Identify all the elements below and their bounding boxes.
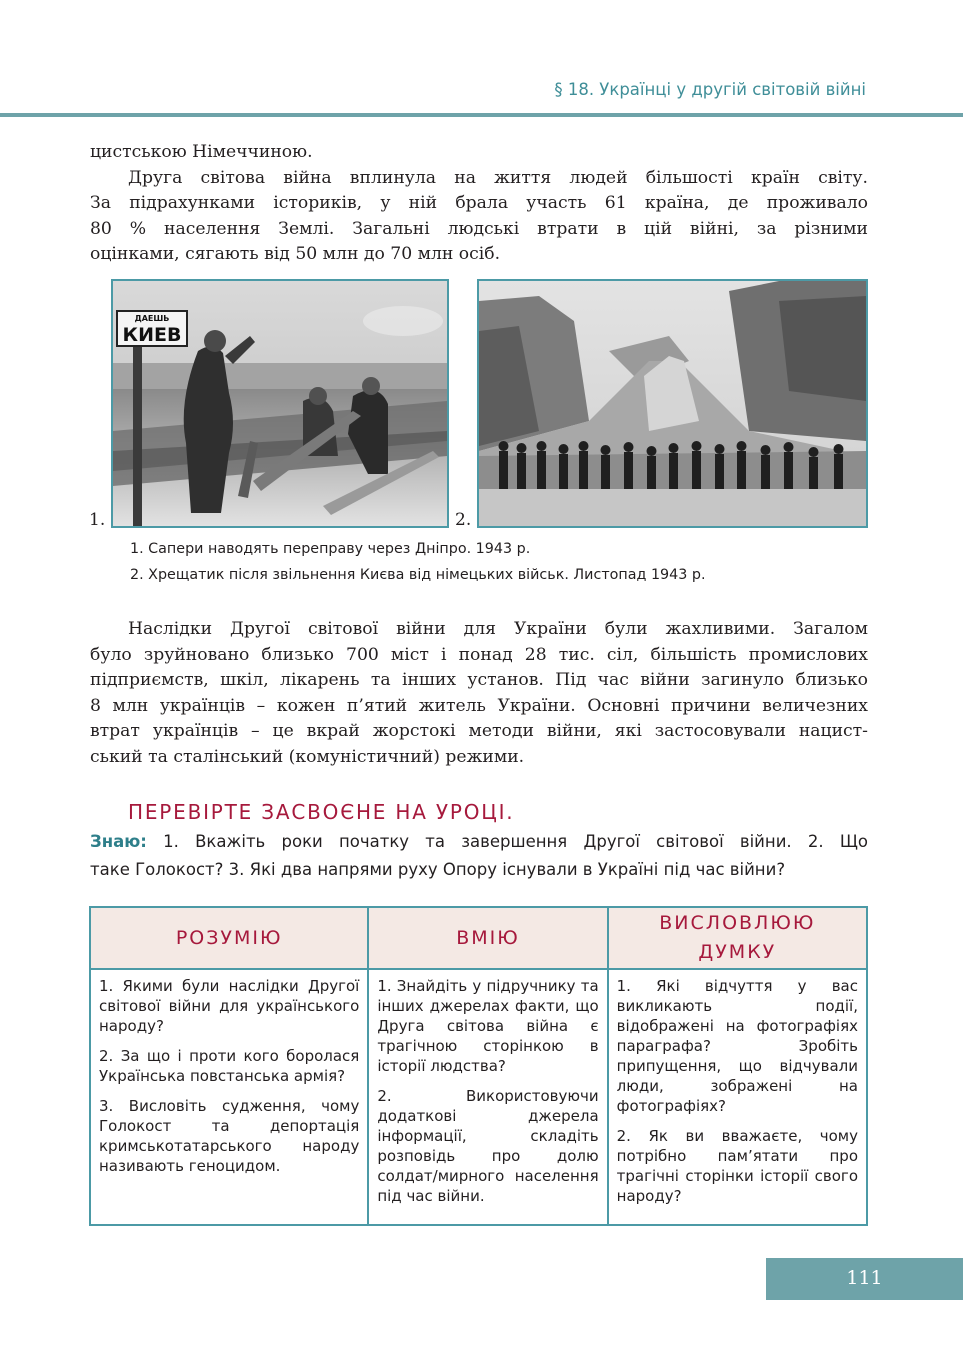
column-header-opinion: ВИСЛОВЛЮЮ ДУМКУ — [608, 907, 867, 969]
table-row — [90, 969, 867, 1225]
text-line: підприємств, шкіл, лікарень та інших установ. Під час війни загинуло близько — [90, 670, 868, 690]
text-line: оцінками, сягають від 50 млн до 70 млн осіб. — [90, 244, 501, 264]
sign-text-small: ДАЕШЬ — [134, 314, 170, 323]
text-line: Наслідки Другої світової війни для України були жахливими. Загалом — [128, 619, 868, 639]
text-line: втрат українців – це вкрай жорстокі методи війни, які застосовували нацист- — [90, 721, 868, 741]
photo-khreshchatyk — [477, 279, 868, 528]
task-item: 1. Які відчуття у вас викликають події, відображені на фотографіях параграфа? Зробіть припущення, що відчували люди, зображені на фотографіях? — [616, 977, 858, 1115]
task-item: 1. Якими були наслідки Другої світової війни для українського народу? — [99, 977, 360, 1035]
can-cell — [368, 969, 607, 1225]
tasks-table — [89, 906, 868, 1226]
opinion-cell — [608, 969, 867, 1225]
task-item: 2. За що і проти кого боролася Українська повстанська армія? — [99, 1047, 360, 1085]
photo-1-number: 1. — [89, 510, 106, 530]
know-label: Знаю: — [90, 832, 147, 851]
header-divider — [0, 113, 963, 117]
photo-caption-1: 1. Сапери наводять переправу через Дніпро. 1943 р. — [130, 541, 531, 557]
page-number: 111 — [846, 1267, 883, 1289]
text-line: цистською Німеччиною. — [90, 142, 313, 162]
photo-2-number: 2. — [455, 510, 472, 530]
body-paragraph-1 — [90, 140, 868, 268]
body-paragraph-2 — [90, 617, 868, 770]
text-line: Друга світова війна вплинула на життя людей більшості країн світу. — [128, 167, 868, 188]
section-title: § 18. Українці у другій світовій війні — [554, 80, 866, 99]
column-header-can: ВМІЮ — [368, 907, 607, 969]
check-heading: ПЕРЕВІРТЕ ЗАСВОЄНЕ НА УРОЦІ. — [128, 800, 515, 824]
task-item: 2. Як ви вважаєте, чому потрібно пам’ятати про трагічні сторінки історії свого народу? — [616, 1127, 858, 1205]
know-questions — [90, 828, 868, 884]
task-item: 1. Знайдіть у підручнику та інших джерелах факти, що Друга світова війна є трагічною сторінкою в історії людства? — [377, 977, 599, 1075]
know-text-line-1: 1. Вкажіть роки початку та завершення Другої світової війни. 2. Що — [146, 832, 868, 851]
photo-caption-2: 2. Хрещатик після звільнення Києва від німецьких військ. Листопад 1943 р. — [130, 567, 706, 583]
column-header-understand: РОЗУМІЮ — [90, 907, 368, 969]
understand-cell — [90, 969, 368, 1225]
text-line: було зруйновано близько 700 міст і понад 28 тис. сіл, більшість промислових — [90, 644, 868, 665]
page-number-box — [766, 1258, 963, 1300]
task-item: 2. Використовуючи додаткові джерела інформації, складіть розповідь про долю солдат/мирного населення під час війни. — [377, 1087, 599, 1205]
task-item: 3. Висловіть судження, чому Голокост та депортація кримськотатарського народу називають геноцидом. — [99, 1097, 360, 1175]
photo-sappers-dnipro — [111, 279, 449, 528]
text-line: ський та сталінський (комуністичний) режими. — [90, 746, 525, 767]
text-line: За підрахунками істориків, у ній брала участь 61 країна, де проживало — [90, 193, 868, 213]
know-text-line-2: таке Голокост? 3. Які два напрями руху Опору існували в Україні під час війни? — [90, 860, 786, 879]
sign-text-kiev: КИЕВ — [122, 324, 182, 346]
text-line: 8 млн українців – кожен п’ятий житель України. Основні причини величезних — [90, 695, 868, 716]
table-header-row — [90, 907, 867, 969]
text-line: 80 % населення Землі. Загальні людські втрати в цій війні, за різними — [90, 218, 868, 239]
